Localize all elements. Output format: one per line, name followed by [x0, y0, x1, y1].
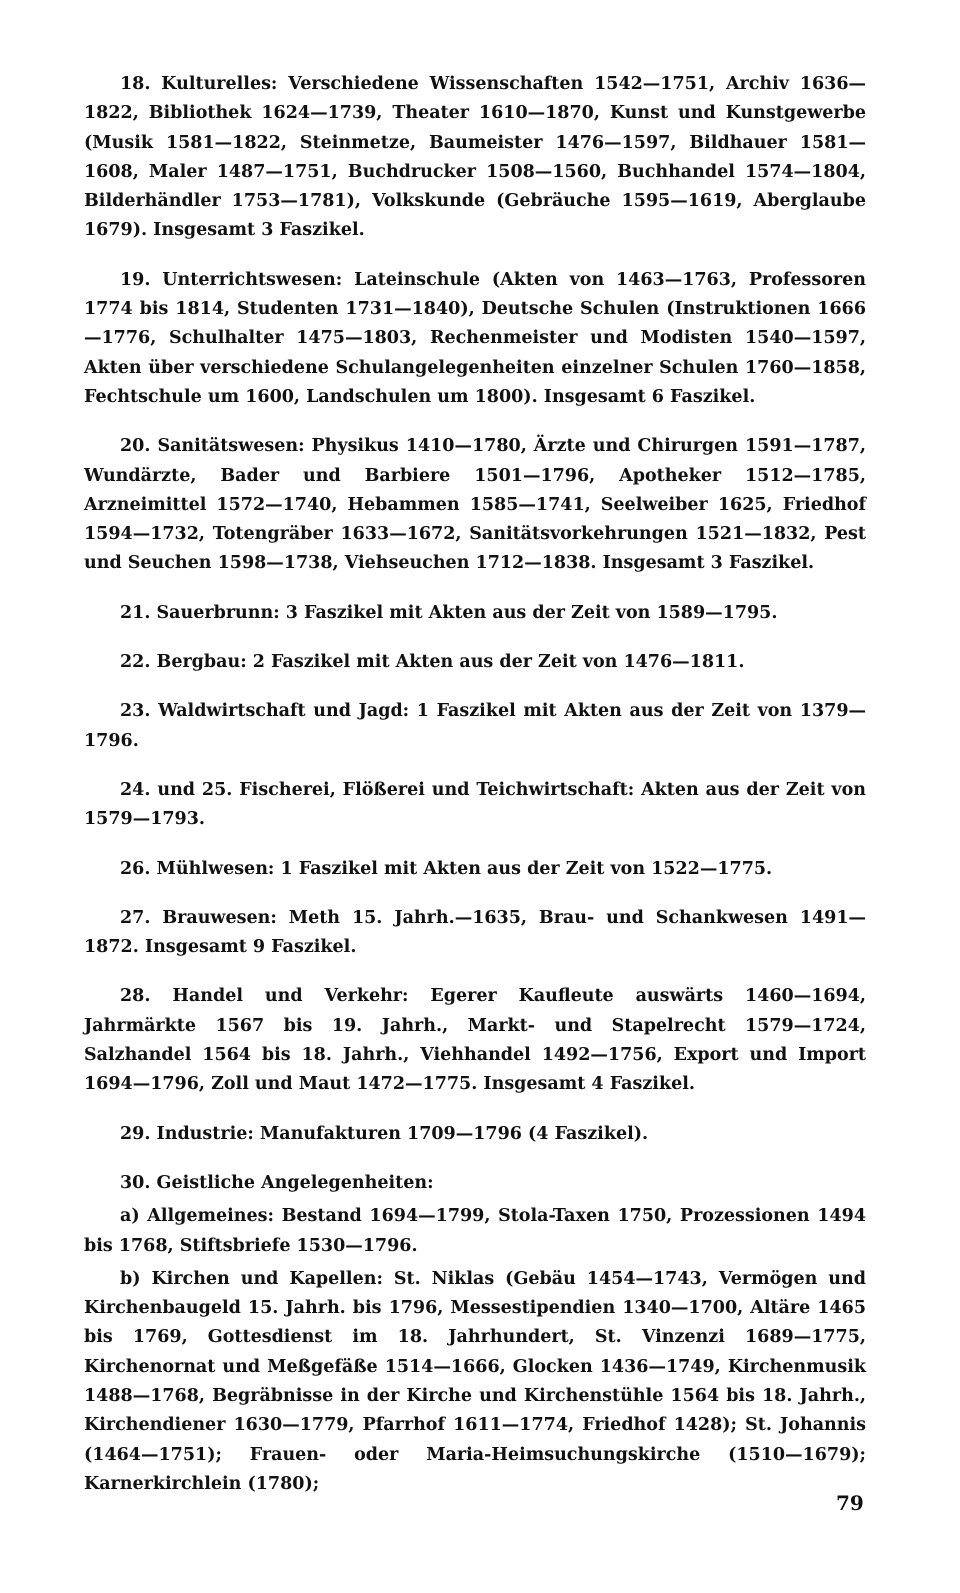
section-27-brauwesen: 27. Brauwesen: Meth 15. Jahrh.—1635, Brau- und Schankwesen 1491—1872. Insgesamt 9 Faszikel. — [84, 907, 866, 958]
section-26-muehlwesen: 26. Mühlwesen: 1 Faszikel mit Akten aus der Zeit von 1522—1775. — [120, 858, 773, 879]
section-21-sauerbrunn: 21. Sauerbrunn: 3 Faszikel mit Akten aus der Zeit von 1589—1795. — [120, 602, 778, 623]
section-30-geistliche: 30. Geistliche Angelegenheiten: — [120, 1172, 434, 1193]
section-30b-kirchen: b) Kirchen und Kapellen: St. Niklas (Gebäu 1454—1743, Vermögen und Kirchenbaugeld 15. Jahrh. bis 1796, Messestipendien 1340—1700, Altäre 1465 bis 1769, Gottesdienst im 18. Jahrhundert, St. Vinzenzi 1689—1775, Kirchenornat und Meßgefäße 1514—1666, Glocken 1436—1749, Kirchenmusik 1488—1768, Begräbnisse in der Kirche und Kirchenstühle 1564 bis 18. Jahrh., Kirchendiener 1630—1779, Pfarrhof 1611—1774, Friedhof 1428); St. Johannis (1464—1751); Frauen- oder Maria-Heimsuchungskirche (1510—1679); Karnerkirchlein (1780); — [84, 1268, 866, 1494]
section-29-industrie: 29. Industrie: Manufakturen 1709—1796 (4 Faszikel). — [120, 1123, 649, 1144]
section-18-kulturelles: 18. Kulturelles: Verschiedene Wissenschaften 1542—1751, Archiv 1636—1822, Bibliothek 1624—1739, Theater 1610—1870, Kunst und Kunstgewerbe (Musik 1581—1822, Steinmetze, Baumeister 1476—1597, Bildhauer 1581—1608, Maler 1487—1751, Buchdrucker 1508—1560, Buchhandel 1574—1804, Bilderhändler 1753—1781), Volkskunde (Gebräuche 1595—1619, Aberglaube 1679). Insgesamt 3 Faszikel. — [84, 74, 866, 241]
section-20-sanitaetswesen: 20. Sanitätswesen: Physikus 1410—1780, Ärzte und Chirurgen 1591—1787, Wundärzte, Bader und Barbiere 1501—1796, Apotheker 1512—1785, Arzneimittel 1572—1740, Hebammen 1585—1741, Seelweiber 1625, Friedhof 1594—1732, Totengräber 1633—1672, Sanitätsvorkehrungen 1521—1832, Pest und Seuchen 1598—1738, Viehseuchen 1712—1838. Insgesamt 3 Faszikel. — [84, 436, 866, 574]
section-19-unterrichtswesen: 19. Unterrichtswesen: Lateinschule (Akten von 1463—1763, Professoren 1774 bis 1814, Studenten 1731—1840), Deutsche Schulen (Instruktionen 1666—1776, Schulhalter 1475—1803, Rechenmeister und Modisten 1540—1597, Akten über verschiedene Schulangelegenheiten einzelner Schulen 1760—1858, Fechtschule um 1600, Landschulen um 1800). Insgesamt 6 Faszikel. — [84, 269, 866, 407]
page-body — [84, 70, 866, 1499]
section-30a-allgemeines: a) Allgemeines: Bestand 1694—1799, Stola-Taxen 1750, Prozessionen 1494 bis 1768, Stiftsbriefe 1530—1796. — [84, 1206, 866, 1256]
page-number: 79 — [836, 1491, 864, 1515]
section-22-bergbau: 22. Bergbau: 2 Faszikel mit Akten aus der Zeit von 1476—1811. — [120, 652, 745, 673]
section-28-handel: 28. Handel und Verkehr: Egerer Kaufleute auswärts 1460—1694, Jahrmärkte 1567 bis 19. Jahrh., Markt- und Stapelrecht 1579—1724, Salzhandel 1564 bis 18. Jahrh., Viehhandel 1492—1756, Export und Import 1694—1796, Zoll und Maut 1472—1775. Insgesamt 4 Faszikel. — [84, 986, 866, 1095]
section-23-waldwirtschaft: 23. Waldwirtschaft und Jagd: 1 Faszikel mit Akten aus der Zeit von 1379—1796. — [84, 701, 866, 751]
section-24-25-fischerei: 24. und 25. Fischerei, Flößerei und Teichwirtschaft: Akten aus der Zeit von 1579—1793. — [84, 779, 866, 830]
